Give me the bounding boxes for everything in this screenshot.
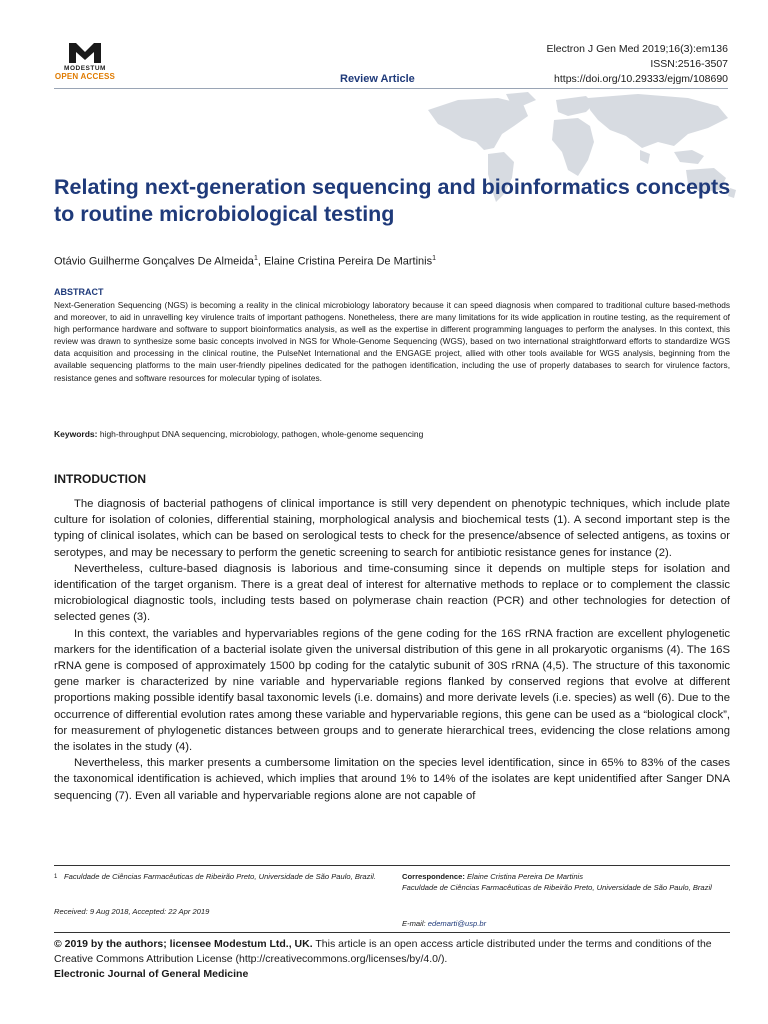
email-link[interactable]: edemarti@usp.br [427, 919, 487, 928]
license-notice [54, 937, 734, 967]
license-link[interactable]: http://creativecommons.org/licenses/by/4.0/ [239, 953, 441, 965]
abstract-heading: ABSTRACT [54, 287, 104, 297]
author-list [54, 255, 436, 268]
correspondence-name: Elaine Cristina Pereira De Martinis [464, 872, 584, 881]
keywords [54, 429, 423, 439]
received-dates: Received: 9 Aug 2018, Accepted: 22 Apr 2019 [54, 907, 210, 916]
affiliation-footnote [54, 872, 384, 883]
correspondence-affiliation: Faculdade de Ciências Farmacêuticas de Ribeirão Preto, Universidade de São Paulo, Brazil [402, 882, 712, 892]
copyright-text: © 2019 by the authors; licensee Modestum Ltd., UK. [54, 938, 313, 950]
license-text: This article is an open access article distributed under the terms and conditions of the Creative Commons Attribution License ( [54, 938, 712, 965]
journal-meta [546, 42, 728, 87]
keywords-label: Keywords: [54, 429, 98, 439]
footnote-rule [54, 865, 730, 866]
citation: Electron J Gen Med 2019;16(3):em136 [546, 43, 728, 55]
paragraph: The diagnosis of bacterial pathogens of clinical importance is still very dependent on phenotypic techniques, which include plate culture for isolation of colonies, differential staining, morphological analysis and biochemical tests (1). A second important step is the typing of clinical isolates, which can be based on serological tests to check for the presence/absence of selected antigens, as toxins or serotypes, and may be necessary to perform the genetic screening to search for antibiotic resistance genes for instance (2). [54, 498, 730, 559]
doi-link[interactable]: https://doi.org/10.29333/ejgm/108690 [554, 73, 728, 85]
issn: ISSN:2516-3507 [650, 58, 728, 70]
author-name: Otávio Guilherme Gonçalves De Almeida [54, 255, 254, 268]
paragraph: In this context, the variables and hypervariables regions of the gene coding for the 16S rRNA fraction are excellent phylogenetic markers for the identification of a bacterial isolate given the universal distribution of this gene in all prokaryotic organisms (4). The 16S rRNA gene is composed of approximately 1500 bp coding for the catalytic subunit of 30S rRNA (4,5). The structure of this taxonomic gene marker is characterized by nine variable and hypervariable regions flanked by conserved regions that evolve at different proportions making possible identify basal taxonomic levels (i.e. domains) and more derivate levels (i.e. species) as well (6). Due to the occurrence of differential evolution rates among these variable and hypervariable regions, this gene can be used as a “biological clock”, for measurement of phylogenetic distances between groups and to generate hierarchical trees, evidencing the close relations among the isolates in the study (4). [54, 627, 730, 754]
license-rule [54, 932, 730, 933]
article-type: Review Article [340, 73, 415, 85]
journal-name: Electronic Journal of General Medicine [54, 968, 249, 980]
affiliation-marker: 1 [432, 255, 436, 262]
email-label: E-mail: [402, 919, 428, 928]
article-title: Relating next-generation sequencing and bioinformatics concepts to routine microbiological testing [54, 175, 731, 226]
affiliation-text: Faculdade de Ciências Farmacêuticas de Ribeirão Preto, Universidade de São Paulo, Brazil. [64, 872, 376, 881]
modestum-logo-icon [68, 42, 102, 64]
paragraph: Nevertheless, this marker presents a cumbersome limitation on the species level identification, since in 65% to 83% of the cases the taxonomical identification is achieved, which implies that around 1% to 14% of the isolates are kept unidentified after Sanger DNA sequencing (7). Even all variable and hypervariable regions alone are not capable of [54, 757, 730, 802]
email-line [402, 919, 486, 928]
publisher-name: MODESTUM [64, 65, 106, 72]
paragraph: Nevertheless, culture-based diagnosis is laborious and time-consuming since it depends on multiple steps for isolation and identification of the target organism. There is a great deal of interest for alternative methods to replace or to complement the classic microbiological diagnostic tools, including tests based on polymerase chain reaction (PCR) and other technologies for detection of selected genes (3). [54, 562, 730, 624]
abstract-text: Next-Generation Sequencing (NGS) is becoming a reality in the clinical microbiology laboratory because it can speed diagnosis when compared to traditional culture based-methods and moreover, to aid in unravelling key virulence traits of important pathogens. Nonetheless, there are many limitations for its wide application in routine testing, as the requirement of high performance hardware and software to support bioinformatics analysis, as well as the expertise in different programming languages to perform the analyses. In this context, this review was drawn to synthesize some basic concepts involved in NGS for Whole-Genome Sequencing (WGS), based on two international straightforward efforts to standardize WGS data acquisition and processing in the clinical routine, the PulseNet International and the ENGAGE project, allied with other tools available for WGS analysis, beginning from the available sequencing platforms to the main user-friendly pipelines dedicated for the pathogen identification, including the use of properly databases to search for virulence factors, resistance genes and software resources for molecular typing of isolates. [54, 300, 730, 383]
license-end: ). [440, 953, 448, 965]
author-name: Elaine Cristina Pereira De Martinis [263, 255, 433, 268]
section-heading: INTRODUCTION [54, 472, 146, 486]
publisher-logo [54, 42, 116, 81]
footnote-number: 1 [54, 874, 58, 880]
header-rule [54, 88, 728, 89]
open-access-label: OPEN ACCESS [54, 72, 116, 81]
keywords-list: high-throughput DNA sequencing, microbiology, pathogen, whole-genome sequencing [97, 429, 424, 439]
body-text [54, 496, 730, 804]
author-separator: , [257, 255, 264, 268]
affiliation-marker: 1 [253, 255, 258, 262]
correspondence-footnote [402, 872, 732, 893]
correspondence-label: Correspondence: [402, 872, 465, 881]
